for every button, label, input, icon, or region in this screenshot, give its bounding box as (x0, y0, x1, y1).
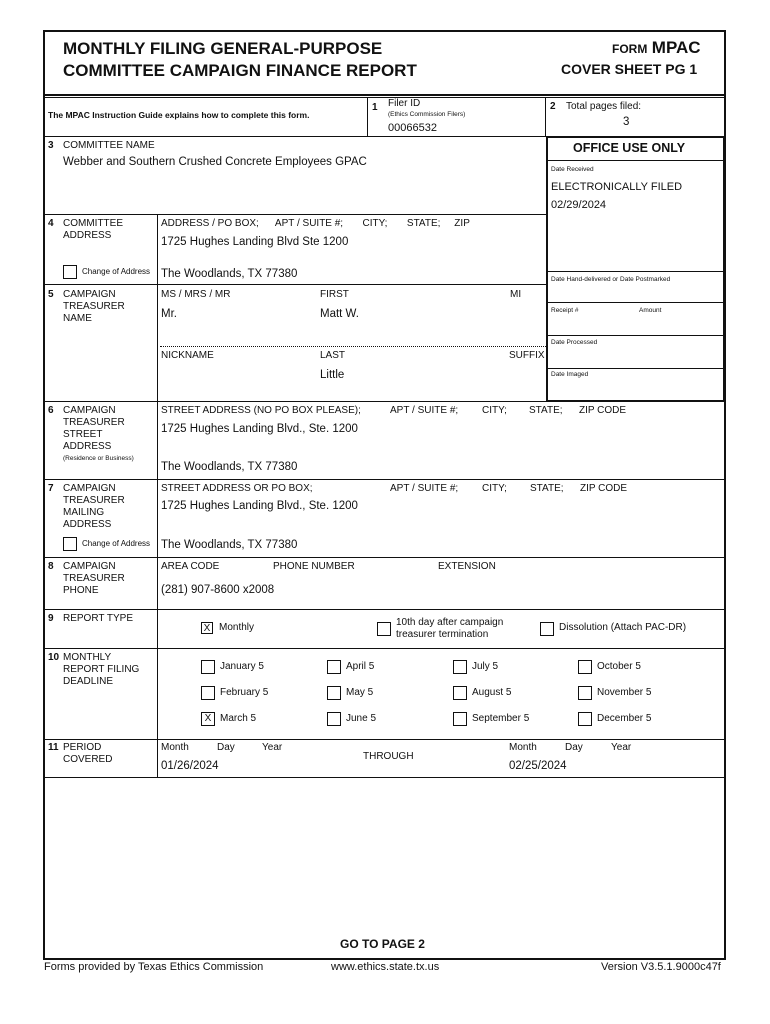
field-num-6: 6 (48, 405, 54, 416)
monthly-label: Monthly (219, 622, 255, 633)
jul-label: July 5 (472, 661, 499, 672)
filed-date: 02/29/2024 (551, 199, 607, 211)
treasurer-name-label-1: CAMPAIGN (63, 289, 116, 300)
mailing-line2: The Woodlands, TX 77380 (161, 539, 298, 551)
office-use-box (546, 137, 725, 402)
through-label: THROUGH (363, 751, 414, 762)
field-num-5: 5 (48, 289, 54, 300)
form-title-line1: MONTHLY FILING GENERAL-PURPOSE (63, 39, 383, 58)
treasurer-name-label-3: NAME (63, 313, 92, 324)
date-imaged-label: Date Imaged (551, 371, 589, 378)
mailing-zip-header: ZIP CODE (580, 483, 628, 494)
tenth-day-label-2: treasurer termination (396, 629, 489, 640)
mailing-apt-header: APT / SUITE #; (390, 483, 459, 494)
apr-checkbox[interactable] (327, 660, 341, 674)
committee-name-label: COMMITTEE NAME (63, 140, 155, 151)
footer-url[interactable]: www.ethics.state.tx.us (331, 961, 440, 973)
nov-label: November 5 (597, 687, 652, 698)
treasurer-street-label-sub: (Residence or Business) (63, 455, 134, 462)
change-of-address-label-1: Change of Address (82, 267, 151, 276)
committee-address-label-1: COMMITTEE (63, 218, 123, 229)
phone-label-1: CAMPAIGN (63, 561, 116, 572)
may-checkbox[interactable] (327, 686, 341, 700)
form-code: MPAC (651, 38, 701, 57)
filed-status: ELECTRONICALLY FILED (551, 181, 683, 193)
change-of-address-checkbox-2[interactable] (63, 537, 77, 551)
jun-checkbox[interactable] (327, 712, 341, 726)
form-code-label (612, 38, 701, 58)
treasurer-nickname-header: NICKNAME (161, 350, 214, 361)
treasurer-mi-header: MI (510, 289, 522, 300)
tenth-day-checkbox[interactable] (377, 622, 391, 636)
deadline-label-1: MONTHLY (63, 652, 112, 663)
mailing-line1: 1725 Hughes Landing Blvd., Ste. 1200 (161, 500, 358, 512)
treasurer-last-header: LAST (320, 350, 346, 361)
field-num-10: 10 (48, 652, 60, 663)
dec-checkbox[interactable] (578, 712, 592, 726)
field-num-9: 9 (48, 613, 54, 624)
state-header: STATE; (529, 405, 563, 416)
treasurer-street-label-4: ADDRESS (63, 441, 112, 452)
change-of-address-checkbox-1[interactable] (63, 265, 77, 279)
treasurer-title-value: Mr. (161, 308, 177, 320)
period-to-value: 02/25/2024 (509, 760, 567, 772)
date-received-label: Date Received (551, 166, 594, 173)
total-pages-label: Total pages filed: (566, 101, 642, 112)
monthly-checkbox[interactable]: X (201, 622, 213, 634)
jun-label: June 5 (346, 713, 377, 724)
committee-name-value: Webber and Southern Crushed Concrete Employees GPAC (63, 156, 367, 168)
nov-checkbox[interactable] (578, 686, 592, 700)
total-pages-value: 3 (623, 116, 630, 128)
dissolution-label: Dissolution (Attach PAC-DR) (559, 622, 687, 633)
period-label-1: PERIOD (63, 742, 102, 753)
mar-label: March 5 (220, 713, 257, 724)
treasurer-street-line2: The Woodlands, TX 77380 (161, 461, 298, 473)
footer-left: Forms provided by Texas Ethics Commission (44, 961, 264, 973)
instruction-text: The MPAC Instruction Guide explains how to complete this form. (48, 110, 310, 120)
mar-checkbox[interactable]: X (201, 712, 215, 726)
aug-label: August 5 (472, 687, 512, 698)
date-processed-label: Date Processed (551, 339, 598, 346)
filer-id-label: Filer ID (388, 98, 421, 109)
from-day-header: Day (217, 742, 235, 753)
street-header: STREET ADDRESS (NO PO BOX PLEASE); (161, 405, 361, 416)
aug-checkbox[interactable] (453, 686, 467, 700)
amount-label: Amount (639, 307, 662, 314)
phone-label-2: TREASURER (63, 573, 125, 584)
field-num-1: 1 (372, 102, 378, 113)
may-label: May 5 (346, 687, 374, 698)
apt-header: APT / SUITE #; (390, 405, 459, 416)
filer-id-value: 00066532 (388, 122, 437, 134)
jul-checkbox[interactable] (453, 660, 467, 674)
mailing-label-2: TREASURER (63, 495, 125, 506)
cover-sheet-label: COVER SHEET PG 1 (561, 61, 698, 77)
feb-checkbox[interactable] (201, 686, 215, 700)
sep-checkbox[interactable] (453, 712, 467, 726)
filer-id-sub: (Ethics Commission Filers) (388, 111, 466, 118)
from-month-header: Month (161, 742, 189, 753)
treasurer-first-value: Matt W. (320, 308, 359, 320)
mailing-city-header: CITY; (482, 483, 507, 494)
dec-label: December 5 (597, 713, 652, 724)
field-num-2: 2 (550, 101, 556, 112)
office-use-title: OFFICE USE ONLY (573, 141, 686, 155)
treasurer-name-label-2: TREASURER (63, 301, 125, 312)
treasurer-street-label-2: TREASURER (63, 417, 125, 428)
report-type-label: REPORT TYPE (63, 613, 134, 624)
committee-address-header: ADDRESS / PO BOX; APT / SUITE #; CITY; STATE; ZIP (161, 218, 470, 229)
form-title-line2: COMMITTEE CAMPAIGN FINANCE REPORT (63, 61, 417, 80)
apr-label: April 5 (346, 661, 375, 672)
treasurer-street-label-3: STREET (63, 429, 103, 440)
mailing-label-4: ADDRESS (63, 519, 112, 530)
tenth-day-label-1: 10th day after campaign (396, 617, 504, 628)
field-num-8: 8 (48, 561, 54, 572)
committee-address-line1: 1725 Hughes Landing Blvd Ste 1200 (161, 236, 349, 248)
field-num-7: 7 (48, 483, 54, 494)
treasurer-street-line1: 1725 Hughes Landing Blvd., Ste. 1200 (161, 423, 358, 435)
treasurer-suffix-header: SUFFIX (509, 350, 545, 361)
zip-header: ZIP CODE (579, 405, 627, 416)
treasurer-street-label-1: CAMPAIGN (63, 405, 116, 416)
dissolution-checkbox[interactable] (540, 622, 554, 636)
area-code-header: AREA CODE (161, 561, 220, 572)
field-num-4: 4 (48, 218, 54, 229)
footer-version: Version V3.5.1.9000c47f (601, 961, 721, 973)
oct-label: October 5 (597, 661, 641, 672)
treasurer-last-value: Little (320, 369, 345, 381)
treasurer-title-header: MS / MRS / MR (161, 289, 231, 300)
deadline-label-2: REPORT FILING (63, 664, 140, 675)
date-hand-delivered-label: Date Hand-delivered or Date Postmarked (551, 276, 671, 283)
from-year-header: Year (262, 742, 283, 753)
field-num-3: 3 (48, 140, 54, 151)
deadline-label-3: DEADLINE (63, 676, 114, 687)
form-prefix: FORM (612, 42, 648, 56)
oct-checkbox[interactable] (578, 660, 592, 674)
mailing-label-1: CAMPAIGN (63, 483, 116, 494)
period-label-2: COVERED (63, 754, 113, 765)
phone-number-header: PHONE NUMBER (273, 561, 355, 572)
extension-header: EXTENSION (438, 561, 496, 572)
committee-address-line2: The Woodlands, TX 77380 (161, 268, 298, 280)
treasurer-first-header: FIRST (320, 289, 349, 300)
phone-label-3: PHONE (63, 585, 99, 596)
period-from-value: 01/26/2024 (161, 760, 219, 772)
jan-checkbox[interactable] (201, 660, 215, 674)
mailing-state-header: STATE; (530, 483, 564, 494)
sep-label: September 5 (472, 713, 530, 724)
to-month-header: Month (509, 742, 537, 753)
to-day-header: Day (565, 742, 583, 753)
committee-address-label-2: ADDRESS (63, 230, 112, 241)
receipt-label: Receipt # (551, 307, 579, 314)
feb-label: February 5 (220, 687, 269, 698)
phone-value: (281) 907-8600 x2008 (161, 584, 275, 596)
jan-label: January 5 (220, 661, 264, 672)
go-to-page-2: GO TO PAGE 2 (340, 937, 425, 951)
city-header: CITY; (482, 405, 507, 416)
mailing-street-header: STREET ADDRESS OR PO BOX; (161, 483, 313, 494)
to-year-header: Year (611, 742, 632, 753)
mailing-label-3: MAILING (63, 507, 105, 518)
field-num-11: 11 (48, 742, 59, 753)
change-of-address-label-2: Change of Address (82, 539, 151, 548)
